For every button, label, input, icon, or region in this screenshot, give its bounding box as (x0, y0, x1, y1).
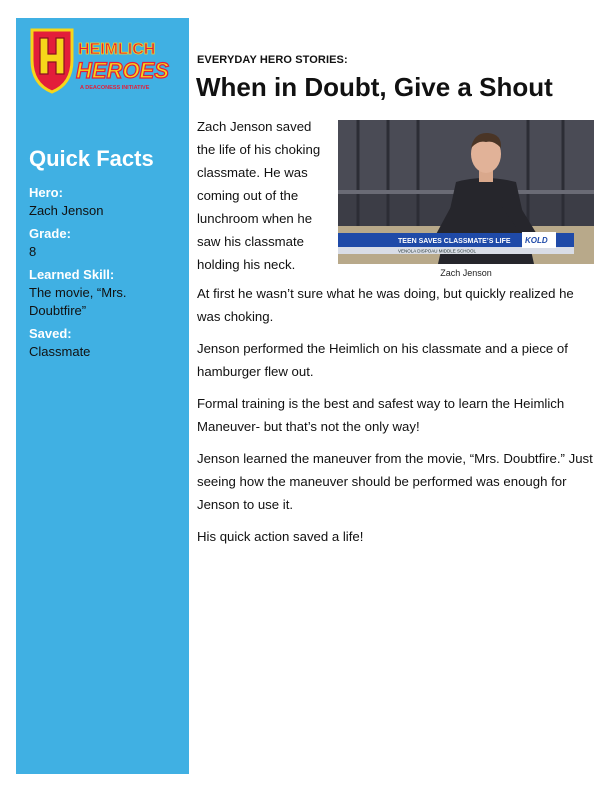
article-paragraph: Jenson performed the Heimlich on his classmate and a piece of hamburger flew out. (197, 341, 568, 379)
fact-label-skill: Learned Skill: (29, 267, 115, 282)
heimlich-heroes-logo (28, 26, 178, 94)
article-body (197, 115, 593, 557)
logo-tagline: A DEACONESS INITIATIVE (80, 85, 150, 91)
logo-line2: HEROES (76, 58, 169, 83)
quick-facts-list (29, 184, 179, 361)
photo-subticker: VENOLA DISPOAU MIDDLE SCHOOL (398, 248, 477, 254)
article-headline: When in Doubt, Give a Shout (196, 72, 553, 102)
station-logo: KOLD (525, 236, 548, 245)
photo-ticker: TEEN SAVES CLASSMATE’S LIFE (398, 238, 511, 245)
quick-facts-title: Quick Facts (29, 146, 154, 171)
article-paragraph: At first he wasn’t sure what he was doing, but quickly realized he was choking. (197, 286, 574, 324)
logo-line1: HEIMLICH (78, 41, 156, 58)
fact-value-hero: Zach Jenson (29, 203, 104, 218)
quick-facts-sidebar (16, 18, 189, 774)
fact-label-grade: Grade: (29, 226, 71, 241)
article-paragraph: His quick action saved a life! (197, 529, 364, 544)
article-paragraph: Formal training is the best and safest way to learn the Heimlich Maneuver- but that’s not the only way! (197, 396, 565, 434)
fact-value-saved: Classmate (29, 344, 91, 359)
fact-value-grade: 8 (29, 244, 37, 259)
photo-caption: Zach Jenson (440, 268, 492, 278)
fact-label-saved: Saved: (29, 326, 72, 341)
article-kicker: EVERYDAY HERO STORIES: (197, 54, 348, 66)
fact-label-hero: Hero: (29, 185, 63, 200)
article-paragraph: Jenson learned the maneuver from the movie, “Mrs. Doubtfire.” Just seeing how the maneuver should be performed was enough for Jenson to use it. (197, 451, 593, 512)
article-paragraph: Zach Jenson saved the life of his choking classmate. He was coming out of the lunchroom when he saw his classmate holding his neck. (197, 119, 321, 272)
fact-value-skill: The movie, “Mrs. Doubtfire” (29, 285, 127, 318)
